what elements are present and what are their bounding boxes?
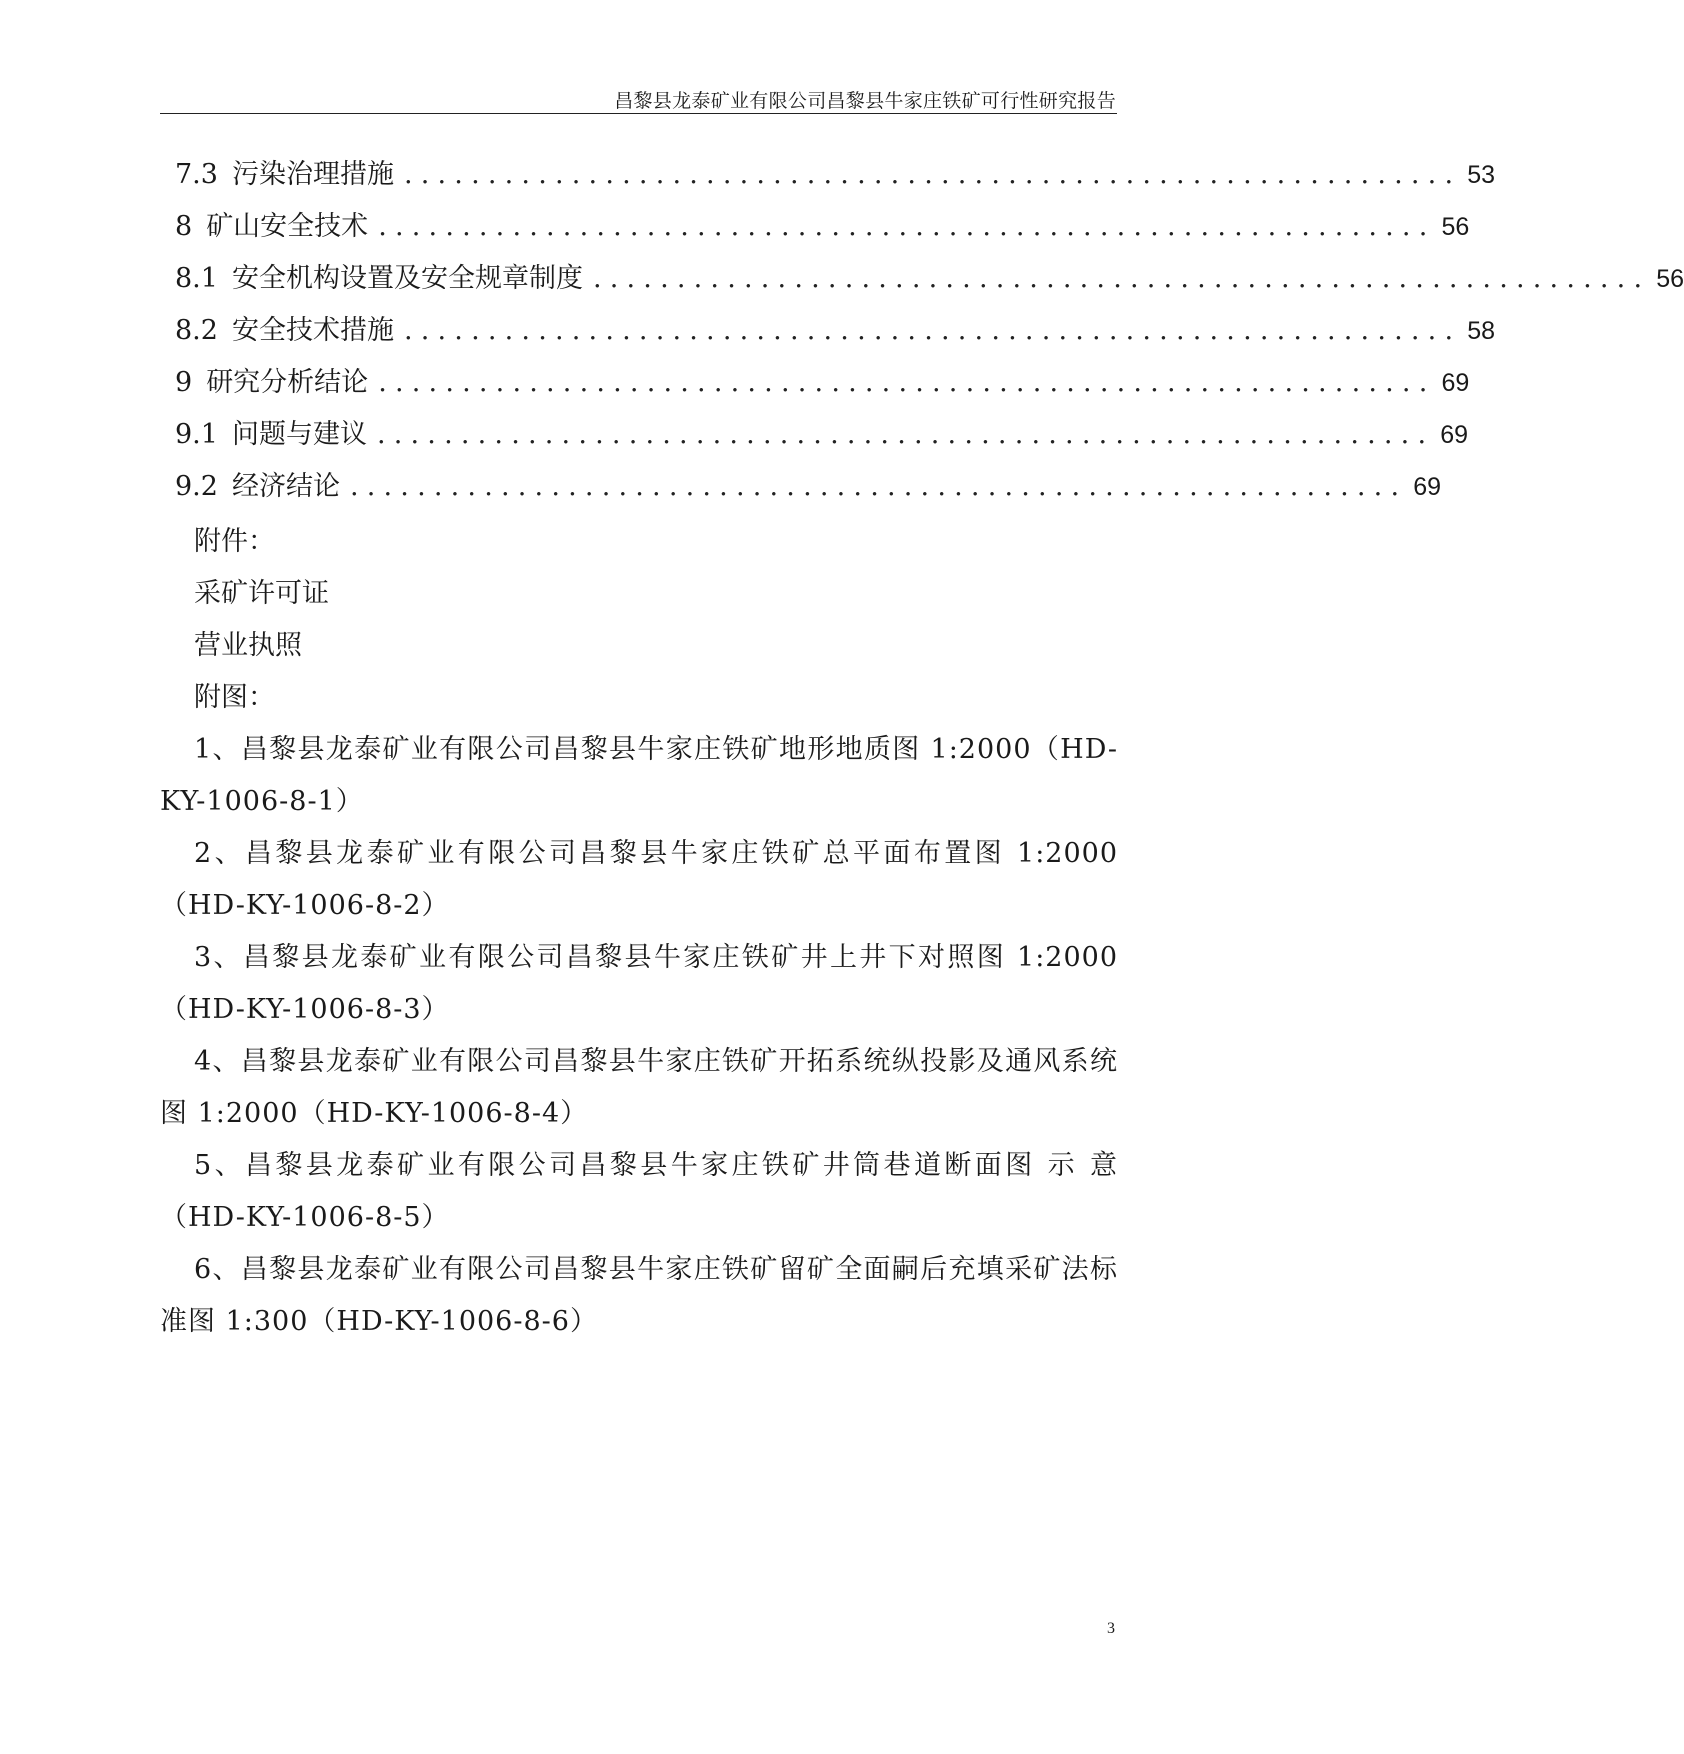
toc-entry-title: 安全技术措施 (231, 315, 394, 346)
page-number: 3 (1107, 1620, 1115, 1637)
toc-entry-title: 污染治理措施 (231, 159, 394, 190)
toc-leader-dots: ............................................................... (592, 263, 1651, 294)
toc-entry-page: 69 (1441, 369, 1470, 397)
attachment-item: 营业执照 (194, 630, 302, 661)
running-header-title: 昌黎县龙泰矿业有限公司昌黎县牛家庄铁矿可行性研究报告 (614, 90, 1116, 112)
toc-entry-page: 58 (1467, 317, 1496, 345)
toc-entry-number: 8.1 (175, 263, 218, 294)
figure-item: 6、昌黎县龙泰矿业有限公司昌黎县牛家庄铁矿留矿全面嗣后充填采矿法标准图 1:300（HD-KY-1006-8-6） (160, 1254, 1118, 1337)
appendix-section (160, 516, 1118, 1348)
toc-entry[interactable] (175, 412, 1469, 464)
figure-item: 5、昌黎县龙泰矿业有限公司昌黎县牛家庄铁矿井筒巷道断面图 示 意（HD-KY-1006-8-5） (160, 1150, 1118, 1233)
toc-entry-number: 8.2 (175, 315, 218, 346)
attachments-heading: 附件： (194, 526, 275, 557)
toc-entry-page: 56 (1656, 265, 1684, 293)
toc-entry-title: 研究分析结论 (206, 367, 369, 398)
toc-entry-page: 69 (1413, 473, 1442, 501)
figure-item: 1、昌黎县龙泰矿业有限公司昌黎县牛家庄铁矿地形地质图 1:2000（HD-KY-1006-8-1） (160, 734, 1118, 817)
toc-entry-number: 9.1 (175, 419, 218, 450)
figure-item: 3、昌黎县龙泰矿业有限公司昌黎县牛家庄铁矿井上井下对照图 1:2000（HD-KY-1006-8-3） (160, 942, 1118, 1025)
toc-leader-dots: ............................................................... (378, 367, 1436, 398)
toc-entry-page: 56 (1441, 213, 1470, 241)
attachment-item: 采矿许可证 (194, 578, 329, 609)
toc-entry[interactable] (175, 360, 1470, 412)
toc-entry[interactable] (175, 308, 1496, 360)
toc-entry-page: 69 (1440, 421, 1469, 449)
header-rule (160, 113, 1117, 114)
toc-leader-dots: ............................................................... (403, 159, 1462, 190)
toc-entry-title: 矿山安全技术 (206, 211, 369, 242)
toc-entry-number: 9 (175, 367, 193, 398)
toc-entry[interactable] (175, 464, 1442, 516)
toc-entry-title: 问题与建议 (231, 419, 367, 450)
toc-entry-title: 安全机构设置及安全规章制度 (231, 263, 583, 294)
figure-item: 2、昌黎县龙泰矿业有限公司昌黎县牛家庄铁矿总平面布置图 1:2000（HD-KY-1006-8-2） (160, 838, 1118, 921)
toc-entry-title: 经济结论 (231, 471, 340, 502)
toc-entry-page: 53 (1467, 161, 1496, 189)
toc-leader-dots: ............................................................... (378, 211, 1436, 242)
toc-leader-dots: ............................................................... (403, 315, 1462, 346)
toc-entry[interactable] (175, 256, 1684, 308)
table-of-contents (175, 152, 1684, 516)
toc-entry-number: 7.3 (175, 159, 218, 190)
toc-entry-number: 9.2 (175, 471, 218, 502)
toc-entry[interactable] (175, 204, 1470, 256)
toc-entry-number: 8 (175, 211, 193, 242)
figure-item: 4、昌黎县龙泰矿业有限公司昌黎县牛家庄铁矿开拓系统纵投影及通风系统图 1:2000（HD-KY-1006-8-4） (160, 1046, 1118, 1129)
toc-entry[interactable] (175, 152, 1496, 204)
toc-leader-dots: ............................................................... (376, 419, 1435, 450)
toc-leader-dots: ............................................................... (349, 471, 1408, 502)
figures-heading: 附图： (194, 682, 275, 713)
